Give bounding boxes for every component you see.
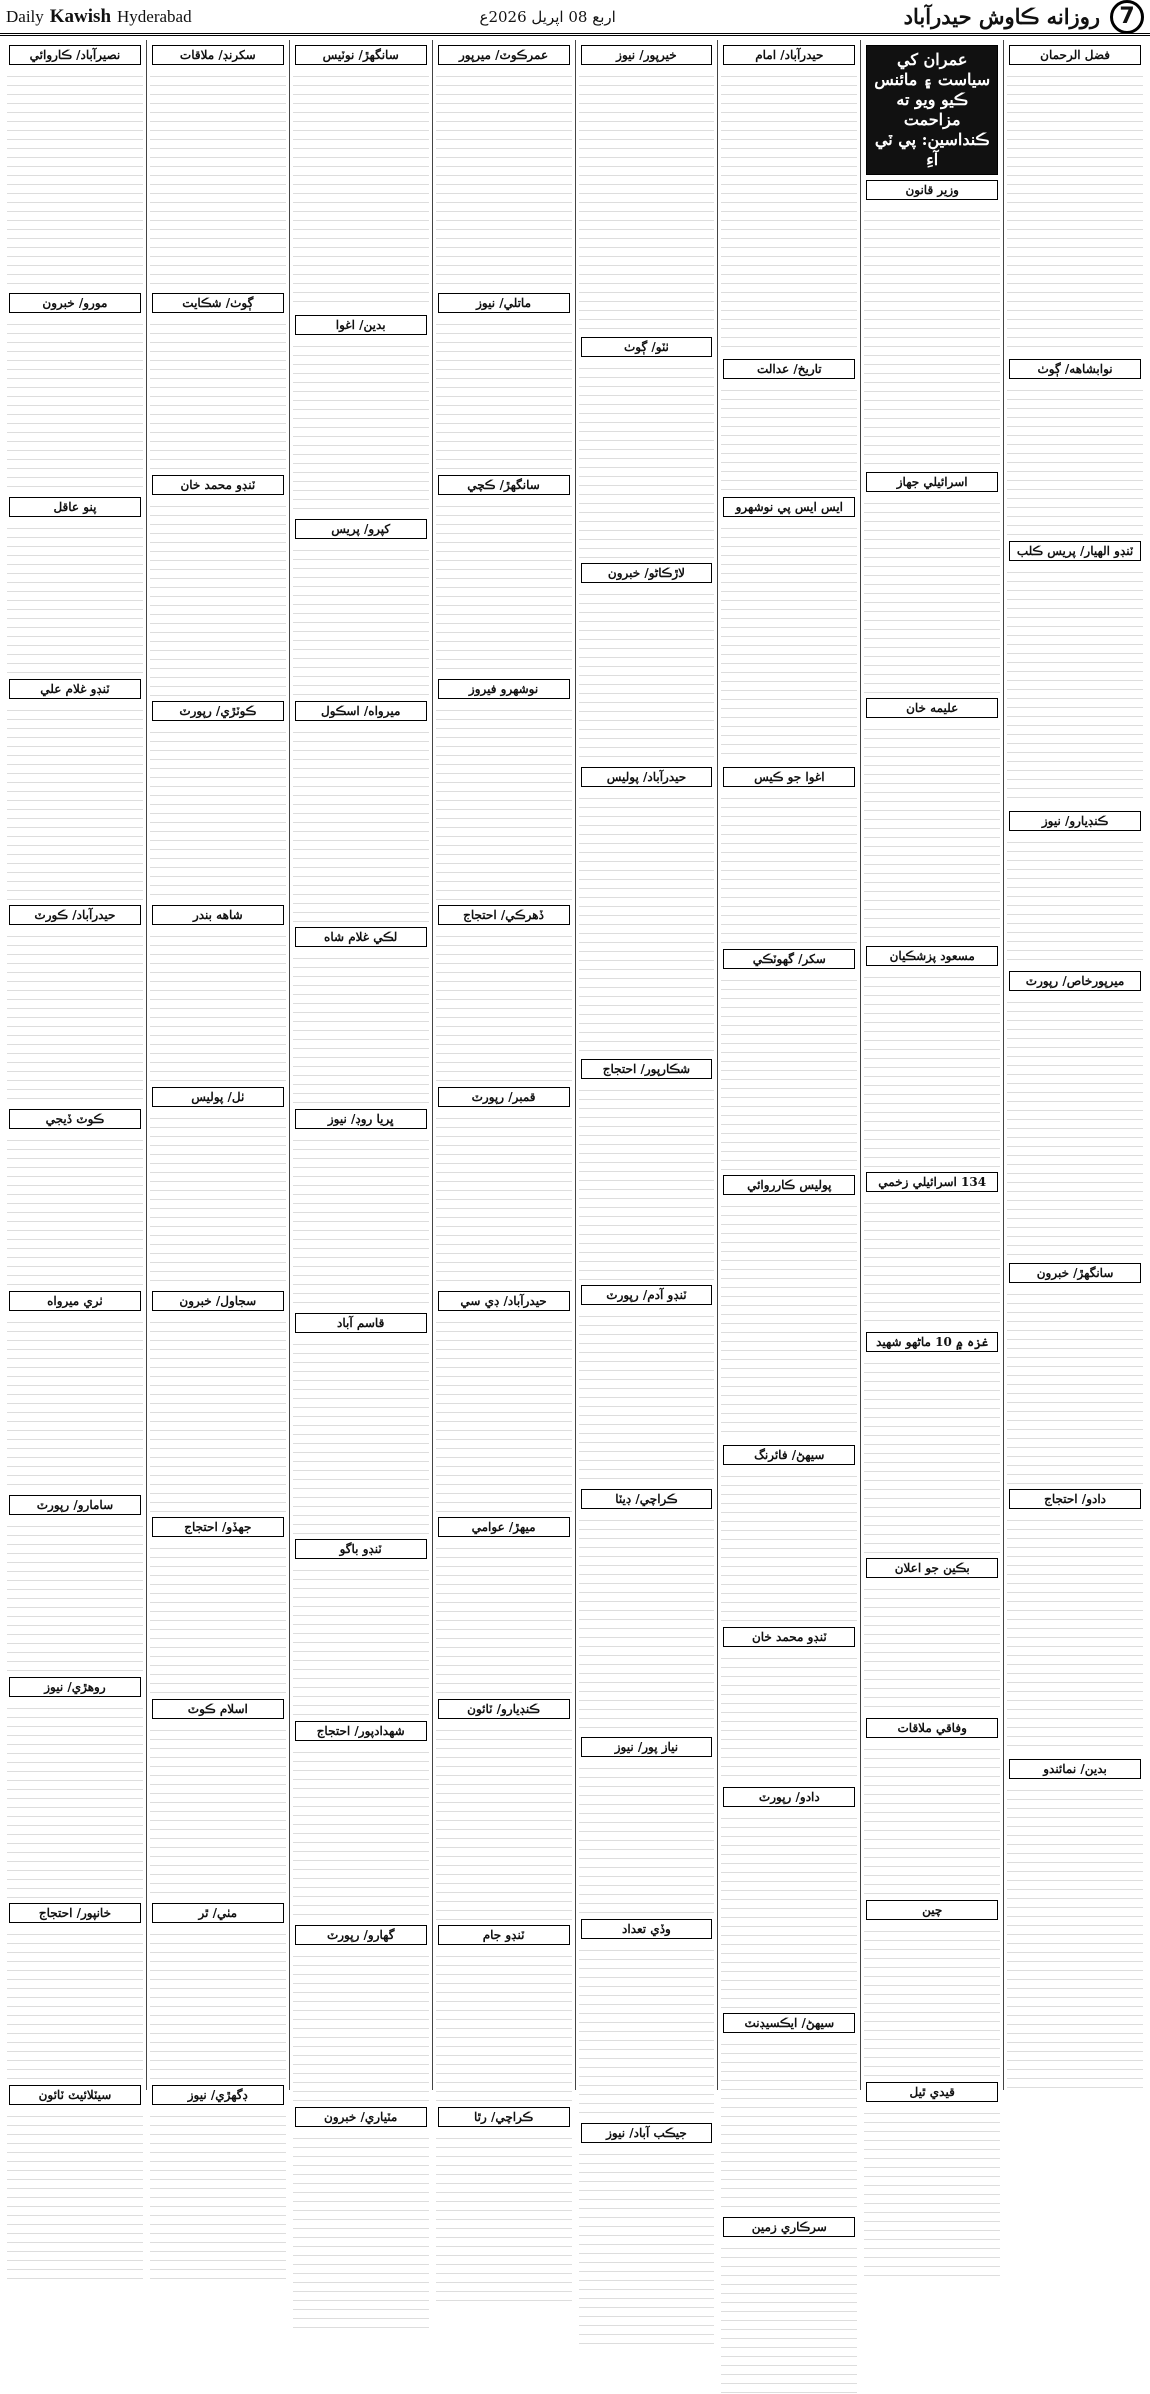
news-item [436,475,572,674]
news-headline: نوابشاهه/ ڳوٺ [1009,359,1141,379]
news-item [579,2123,715,2344]
english-nameplate [6,6,192,28]
news-body-text [864,1581,1000,1713]
news-item [864,1332,1000,1553]
news-item [293,1109,429,1308]
news-body-text [293,2130,429,2328]
news-body-text [579,790,715,1054]
news-body-text [150,1722,286,1898]
news-item [1007,359,1143,536]
news-body-text [1007,1512,1143,1754]
news-headline: ٽنڊو باگو [295,1539,427,1559]
lead-headline: عمران کي سياست ۽ مائنس ڪيو ويو ته مزاحمت ڪنداسين: پي ٽي آءِ [866,45,998,175]
news-body-text [150,498,286,696]
news-headline: سيهڻ/ فائرنگ [723,1445,855,1465]
news-headline: ٽنڊو غلام علي [9,679,141,699]
news-item [293,45,429,310]
news-item [864,1900,1000,2077]
news-body-text [150,1110,286,1286]
news-headline: ڏهرڪي/ احتجاج [438,905,570,925]
news-headline: ٺٽو/ ڳوٺ [581,337,713,357]
news-headline: ٽنڊو محمد خان [723,1627,855,1647]
news-headline: چين [866,1900,998,1920]
news-item [1007,811,1143,966]
news-body-text [293,542,429,696]
news-headline: ٺل/ پوليس [152,1087,284,1107]
news-column [146,40,289,2102]
news-headline: جهڏو/ احتجاج [152,1517,284,1537]
news-body-text [864,1741,1000,1895]
news-item [436,1925,572,2102]
news-body-text [436,2130,572,2306]
news-body-text [579,1512,715,1732]
news-body-text [436,928,572,1082]
news-body-text [1007,68,1143,354]
news-body-text [293,338,429,514]
news-body-text [579,1760,715,1914]
news-headline: غزه ۾ 10 ماڻهو شهيد [866,1332,998,1352]
news-body-text [864,495,1000,693]
news-headline: وزير قانون [866,180,998,200]
news-column [4,40,146,2102]
news-item [864,2082,1000,2281]
news-body-text [150,316,286,470]
urdu-title: روزانه ڪاوش حيدرآباد [903,4,1100,29]
news-body-text [1007,834,1143,966]
news-body-text [864,1195,1000,1327]
news-item [721,1445,857,1622]
news-item [579,1737,715,1914]
news-body-text [293,1562,429,1716]
news-headline: حيدرآباد/ امام [723,45,855,65]
news-item [293,1925,429,2102]
news-headline: خانپور/ احتجاج [9,1903,141,1923]
news-headline: عليمه خان [866,698,998,718]
news-headline: قاسم آباد [295,1313,427,1333]
news-headline: سيٽلائيٽ ٽائون [9,2085,141,2105]
english-name-brand: Kawish [49,5,112,27]
news-headline: شڪارپور/ احتجاج [581,1059,713,1079]
news-item [864,1718,1000,1895]
news-headline: دادو/ رپورٽ [723,1787,855,1807]
news-body-text [7,2108,143,2284]
news-item [7,905,143,1104]
news-body-text [293,1132,429,1308]
news-item [436,2107,572,2306]
news-body-text [864,721,1000,941]
news-body-text [1007,994,1143,1258]
news-item [721,1787,857,2008]
news-item [150,1903,286,2080]
news-headline: ڪراچي/ ڊيٽا [581,1489,713,1509]
news-headline: سانگهڙ/ نوٽيس [295,45,427,65]
news-body-text [864,969,1000,1167]
news-body-text [150,1314,286,1512]
news-item [150,905,286,1082]
news-body-text [436,1540,572,1694]
news-headline: وڏي تعداد [581,1919,713,1939]
news-column [1003,40,1146,2090]
news-headline: قيدي ٿيل [866,2082,998,2102]
news-item [721,497,857,762]
news-item [7,1291,143,1490]
news-headline: سيهڻ/ ايڪسيڊنٽ [723,2013,855,2033]
news-item [7,1903,143,2080]
news-headline: ٽنڊو آدم/ رپورٽ [581,1285,713,1305]
news-body-text [436,1314,572,1512]
news-body-text [7,68,143,288]
news-item [7,2085,143,2284]
news-item [864,1558,1000,1713]
news-headline: کپرو/ پريس [295,519,427,539]
news-column [432,40,575,2124]
news-headline: مورو/ خبرون [9,293,141,313]
news-item [293,1539,429,1716]
news-headline: سانگهڙ/ ڪچي [438,475,570,495]
news-body-text [721,972,857,1170]
news-body-text [579,1082,715,1280]
news-item [721,1175,857,1440]
news-headline: مٺي/ ٿر [152,1903,284,1923]
news-item [436,679,572,900]
news-item [579,1285,715,1484]
news-item [579,337,715,558]
news-body-text [7,520,143,674]
news-item [436,1087,572,1286]
news-body-text [150,928,286,1082]
news-headline: گهارو/ رپورٽ [295,1925,427,1945]
issue-date: اربع 08 اپريل 2026ع [479,7,616,26]
news-item [579,563,715,762]
news-item [7,1109,143,1286]
news-headline: سامارو/ رپورٽ [9,1495,141,1515]
news-headline: سکر/ گهوٽڪي [723,949,855,969]
news-item [293,701,429,922]
news-body-text [293,68,429,310]
news-item [150,2085,286,2284]
news-body-text [579,1308,715,1484]
news-item [864,946,1000,1167]
news-body-text [150,724,286,900]
news-headline: لڪي غلام شاه [295,927,427,947]
news-headline: اغوا جو ڪيس [723,767,855,787]
news-headline: ڪنڊيارو/ ٽائون [438,1699,570,1719]
news-headline: ميرواه/ اسڪول [295,701,427,721]
news-item [721,45,857,354]
news-item [721,2217,857,2394]
news-headline: ڪوٽ ڏيجي [9,1109,141,1129]
news-body-text [7,1132,143,1286]
news-item [1007,541,1143,806]
news-headline: حيدرآباد/ پوليس [581,767,713,787]
news-item [579,1489,715,1732]
news-item [579,45,715,332]
news-headline: بدين/ اغوا [295,315,427,335]
news-headline: شهدادپور/ احتجاج [295,1721,427,1741]
news-body-text [579,586,715,762]
news-body-text [150,2108,286,2284]
news-column [575,40,718,2140]
news-headline: حيدرآباد/ ڊي سي [438,1291,570,1311]
news-item [7,679,143,900]
news-headline: لاڙڪاڻو/ خبرون [581,563,713,583]
news-item [150,475,286,696]
news-headline: ڪوٽڙي/ رپورٽ [152,701,284,721]
news-body-text [436,1948,572,2102]
news-headline: نياز پور/ نيوز [581,1737,713,1757]
news-headline: ٽنڊو جام [438,1925,570,1945]
news-headline: ايس ايس پي نوشهرو [723,497,855,517]
news-item [150,1087,286,1286]
news-body-text [864,1923,1000,2077]
news-headline: بدين/ نمائندو [1009,1759,1141,1779]
news-item [721,949,857,1170]
news-item [150,293,286,470]
news-item [864,698,1000,941]
news-item [864,180,1000,467]
english-name-prefix: Daily [6,6,44,26]
news-item [1007,971,1143,1258]
news-body-text [7,316,143,492]
news-headline: بڪين جو اعلان [866,1558,998,1578]
news-item [721,1627,857,1782]
news-item [293,927,429,1104]
news-headline: ڪنڊيارو/ نيوز [1009,811,1141,831]
news-headline: نصيرآباد/ ڪاروائي [9,45,141,65]
news-column [717,40,860,2234]
news-headline: فضل الرحمان [1009,45,1141,65]
news-body-text [721,520,857,762]
news-headline: اسلام ڪوٽ [152,1699,284,1719]
news-body-text [436,1722,572,1920]
news-headline: ميرپورخاص/ رپورٽ [1009,971,1141,991]
news-headline: سرڪاري زمين [723,2217,855,2237]
news-body-text [293,1948,429,2102]
urdu-nameplate [904,0,1144,34]
news-body-text [7,1314,143,1490]
news-body-text [864,2105,1000,2281]
news-item [721,359,857,492]
news-body-text [721,1468,857,1622]
news-headline: ڊگهڙي/ نيوز [152,2085,284,2105]
news-headline: تاريخ/ عدالت [723,359,855,379]
news-body-text [721,790,857,944]
news-headline: پوليس ڪارروائي [723,1175,855,1195]
news-headline: ڪراچي/ رٿا [438,2107,570,2127]
news-item [293,315,429,514]
news-columns [4,40,1146,2234]
news-item [150,1699,286,1898]
news-headline: ڀريا روڊ/ نيوز [295,1109,427,1129]
news-column [289,40,432,2124]
news-body-text [7,702,143,900]
news-item [150,45,286,288]
news-column [860,40,1003,2099]
news-body-text [1007,1782,1143,2090]
news-headline: سانگهڙ/ خبرون [1009,1263,1141,1283]
news-headline: دادو/ احتجاج [1009,1489,1141,1509]
news-item [864,1172,1000,1327]
news-item [436,1291,572,1512]
news-body-text [579,68,715,332]
news-body-text [579,2146,715,2344]
news-body-text [864,1355,1000,1553]
news-headline: جيڪب آباد/ نيوز [581,2123,713,2143]
news-body-text [293,724,429,922]
news-item [436,293,572,470]
news-body-text [721,1198,857,1440]
news-body-text [436,316,572,470]
news-item [7,293,143,492]
news-body-text [150,68,286,288]
news-body-text [150,1540,286,1694]
news-body-text [436,498,572,674]
news-body-text [721,2036,857,2212]
news-item [721,767,857,944]
news-headline: ٽنڊو محمد خان [152,475,284,495]
news-headline: ميهڙ/ عوامي [438,1517,570,1537]
news-item [721,2013,857,2212]
news-item [293,1313,429,1534]
news-body-text [293,1336,429,1534]
news-body-text [1007,564,1143,806]
news-item [1007,1759,1143,2090]
news-item [7,1677,143,1898]
news-item [436,1699,572,1920]
news-body-text [721,2240,857,2394]
news-body-text [721,1810,857,2008]
news-body-text [721,1650,857,1782]
news-headline: خيرپور/ نيوز [581,45,713,65]
news-body-text [579,360,715,558]
news-body-text [150,1926,286,2080]
news-item [150,1291,286,1512]
page-number: 7 [1110,0,1144,34]
news-headline: 134 اسرائيلي زخمي [866,1172,998,1192]
news-body-text [293,1744,429,1920]
news-item [579,1059,715,1280]
news-headline: پنو عاقل [9,497,141,517]
news-body-text [721,382,857,492]
news-item [7,45,143,288]
english-city: Hyderabad [117,6,192,26]
news-item [436,905,572,1082]
news-headline: مٽياري/ خبرون [295,2107,427,2127]
news-headline: سجاول/ خبرون [152,1291,284,1311]
news-item [7,497,143,674]
news-item [293,519,429,696]
news-headline: عمرڪوٽ/ ميرپور [438,45,570,65]
news-headline: سکرنڊ/ ملاقات [152,45,284,65]
news-headline: ٺري ميرواه [9,1291,141,1311]
news-body-text [864,203,1000,467]
news-item [436,1517,572,1694]
news-headline: اسرائيلي جهاز [866,472,998,492]
news-item [579,767,715,1054]
news-body-text [436,702,572,900]
news-body-text [7,1518,143,1672]
news-body-text [293,950,429,1104]
news-item [7,1495,143,1672]
news-item [1007,1263,1143,1484]
news-item [293,1721,429,1920]
news-body-text [579,1942,715,2118]
news-body-text [7,1700,143,1898]
news-body-text [1007,382,1143,536]
news-headline: قمبر/ رپورٽ [438,1087,570,1107]
news-headline: ڳوٺ/ شڪايت [152,293,284,313]
news-item [150,701,286,900]
news-item [1007,1489,1143,1754]
news-item [150,1517,286,1694]
news-headline: نوشهرو فيروز [438,679,570,699]
news-body-text [721,68,857,354]
news-headline: وفاقي ملاقات [866,1718,998,1738]
news-item [579,1919,715,2118]
news-body-text [1007,1286,1143,1484]
news-body-text [7,1926,143,2080]
news-headline: شاهه بندر [152,905,284,925]
news-headline: مسعود پزشڪيان [866,946,998,966]
news-headline: ماتلي/ نيوز [438,293,570,313]
news-item [1007,45,1143,354]
news-headline: روهڙي/ نيوز [9,1677,141,1697]
news-body-text [436,1110,572,1286]
news-body-text [436,68,572,288]
news-body-text [7,928,143,1104]
news-item [436,45,572,288]
masthead [0,0,1150,36]
news-item [864,472,1000,693]
news-headline: حيدرآباد/ ڪورٽ [9,905,141,925]
news-headline: ٽنڊو الهيار/ پريس ڪلب [1009,541,1141,561]
news-item [293,2107,429,2328]
